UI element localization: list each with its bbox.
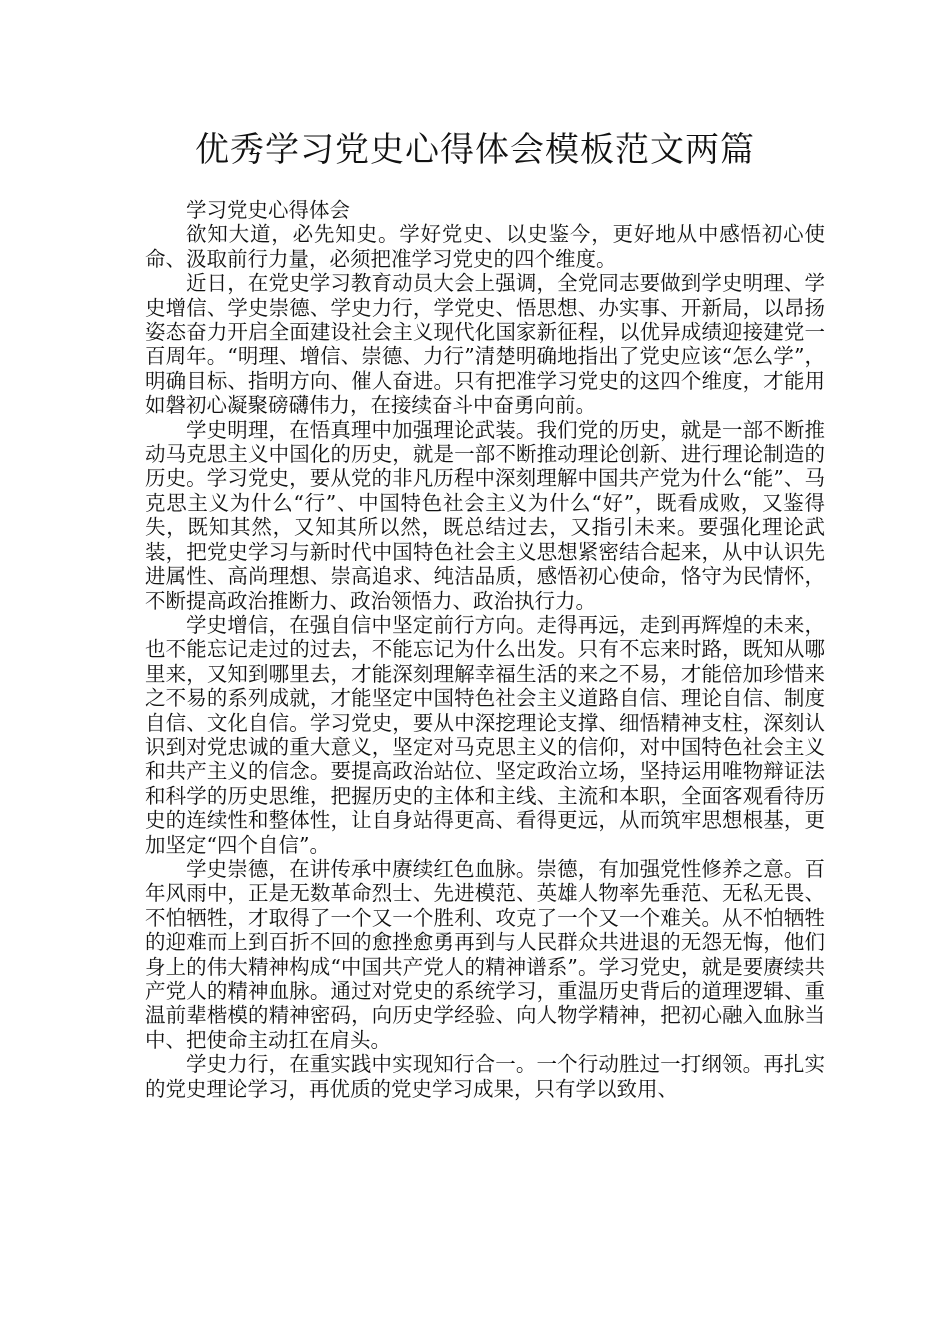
paragraph-overview: 近日，在党史学习教育动员大会上强调，全党同志要做到学史明理、学史增信、学史崇德、学史力行，学党史、悟思想、办实事、开新局，以昂扬姿态奋力开启全面建设社会主义现代化国家新征程，以优异成绩迎接建党一百周年。“明理、增信、崇德、力行”清楚明确地指出了党史应该“怎么学”，明确目标、指明方向、催人奋进。只有把准学习党史的这四个维度，才能用如磐初心凝聚磅礴伟力，在接续奋斗中奋勇向前。	[145, 271, 825, 418]
paragraph-zengxin: 学史增信，在强自信中坚定前行方向。走得再远，走到再辉煌的未来，也不能忘记走过的过去，不能忘记为什么出发。只有不忘来时路，既知从哪里来，又知到哪里去，才能深刻理解幸福生活的来之不易，才能倍加珍惜来之不易的系列成就，才能坚定中国特色社会主义道路自信、理论自信、制度自信、文化自信。学习党史，要从中深挖理论支撑、细悟精神支柱，深刻认识到对党忠诚的重大意义，坚定对马克思主义的信仰，对中国特色社会主义和共产主义的信念。要提高政治站位、坚定政治立场，坚持运用唯物辩证法和科学的历史思维，把握历史的主体和主线、主流和本职，全面客观看待历史的连续性和整体性，让自身站得更高、看得更远，从而筑牢思想根基，更加坚定“四个自信”。	[145, 612, 825, 857]
document-body	[145, 198, 825, 1101]
document-title: 优秀学习党史心得体会模板范文两篇	[195, 130, 755, 170]
paragraph-intro: 欲知大道，必先知史。学好党史、以史鉴今，更好地从中感悟初心使命、汲取前行力量，必须把准学习党史的四个维度。	[145, 222, 825, 271]
paragraph-chongde: 学史崇德，在讲传承中赓续红色血脉。崇德，有加强党性修养之意。百年风雨中，正是无数革命烈士、先进模范、英雄人物率先垂范、无私无畏、不怕牺牲，才取得了一个又一个胜利、攻克了一个又一个难关。从不怕牺牲的迎难而上到百折不回的愈挫愈勇再到与人民群众共进退的无怨无悔，他们身上的伟大精神构成“中国共产党人的精神谱系”。学习党史，就是要赓续共产党人的精神血脉。通过对党史的系统学习，重温历史背后的道理逻辑、重温前辈楷模的精神密码，向历史学经验、向人物学精神，把初心融入血脉当中、把使命主动扛在肩头。	[145, 856, 825, 1052]
paragraph-mingli: 学史明理，在悟真理中加强理论武装。我们党的历史，就是一部不断推动马克思主义中国化的历史，就是一部不断推动理论创新、进行理论制造的历史。学习党史，要从党的非凡历程中深刻理解中国共产党为什么“能”、马克思主义为什么“行”、中国特色社会主义为什么“好”，既看成败，又鉴得失，既知其然，又知其所以然，既总结过去，又指引未来。要强化理论武装，把党史学习与新时代中国特色社会主义思想紧密结合起来，从中认识先进属性、高尚理想、崇高追求、纯洁品质，感悟初心使命，恪守为民情怀，不断提高政治推断力、政治领悟力、政治执行力。	[145, 417, 825, 613]
paragraph-lixing: 学史力行，在重实践中实现知行合一。一个行动胜过一打纲领。再扎实的党史理论学习，再优质的党史学习成果，只有学以致用、	[145, 1052, 825, 1101]
section-heading: 学习党史心得体会	[186, 198, 350, 222]
